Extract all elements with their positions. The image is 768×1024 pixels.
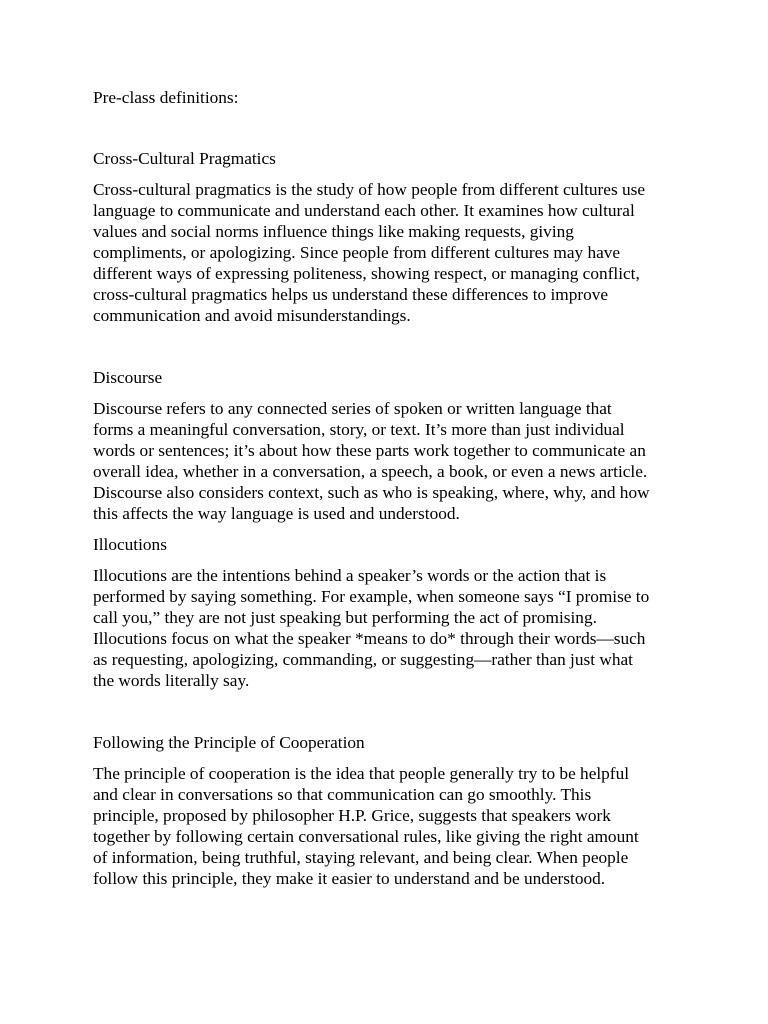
paragraph-line: compliments, or apologizing. Since people from different cultures may have bbox=[93, 243, 621, 262]
paragraph-line: words or sentences; it’s about how these parts work together to communicate an bbox=[93, 441, 646, 460]
section-heading-cross-cultural-pragmatics: Cross-Cultural Pragmatics bbox=[93, 149, 276, 168]
paragraph-line: of information, being truthful, staying relevant, and being clear. When people bbox=[93, 848, 629, 867]
paragraph-line: Discourse also considers context, such as who is speaking, where, why, and how bbox=[93, 483, 650, 502]
paragraph-line: together by following certain conversational rules, like giving the right amount bbox=[93, 827, 639, 846]
section-body-illocutions bbox=[93, 565, 693, 691]
section-body-principle-of-cooperation bbox=[93, 763, 693, 889]
paragraph-line: principle, proposed by philosopher H.P. Grice, suggests that speakers work bbox=[93, 806, 611, 825]
section-body-cross-cultural-pragmatics bbox=[93, 179, 693, 326]
paragraph-line: communication and avoid misunderstandings. bbox=[93, 306, 411, 325]
paragraph-line: call you,” they are not just speaking but performing the act of promising. bbox=[93, 608, 597, 627]
paragraph-line: Illocutions focus on what the speaker *means to do* through their words—such bbox=[93, 629, 646, 648]
paragraph-line: and clear in conversations so that communication can go smoothly. This bbox=[93, 785, 592, 804]
paragraph-line: language to communicate and understand each other. It examines how cultural bbox=[93, 201, 635, 220]
paragraph-line: Cross-cultural pragmatics is the study of how people from different cultures use bbox=[93, 180, 646, 199]
paragraph-line: forms a meaningful conversation, story, or text. It’s more than just individual bbox=[93, 420, 625, 439]
paragraph-line: overall idea, whether in a conversation, a speech, a book, or even a news article. bbox=[93, 462, 648, 481]
intro-text: Pre-class definitions: bbox=[93, 88, 239, 107]
section-heading-principle-of-cooperation: Following the Principle of Cooperation bbox=[93, 733, 365, 752]
paragraph-line: as requesting, apologizing, commanding, or suggesting—rather than just what bbox=[93, 650, 633, 669]
paragraph-line: cross-cultural pragmatics helps us understand these differences to improve bbox=[93, 285, 609, 304]
paragraph-line: values and social norms influence things like making requests, giving bbox=[93, 222, 574, 241]
paragraph-line: The principle of cooperation is the idea that people generally try to be helpful bbox=[93, 764, 630, 783]
paragraph-line: this affects the way language is used and understood. bbox=[93, 504, 460, 523]
section-heading-illocutions: Illocutions bbox=[93, 535, 167, 554]
paragraph-line: performed by saying something. For example, when someone says “I promise to bbox=[93, 587, 650, 606]
paragraph-line: the words literally say. bbox=[93, 671, 250, 690]
paragraph-line: Discourse refers to any connected series of spoken or written language that bbox=[93, 399, 612, 418]
paragraph-line: Illocutions are the intentions behind a speaker’s words or the action that is bbox=[93, 566, 607, 585]
paragraph-line: follow this principle, they make it easier to understand and be understood. bbox=[93, 869, 606, 888]
section-heading-discourse: Discourse bbox=[93, 368, 163, 387]
section-body-discourse bbox=[93, 398, 693, 524]
paragraph-line: different ways of expressing politeness, showing respect, or managing conflict, bbox=[93, 264, 640, 283]
